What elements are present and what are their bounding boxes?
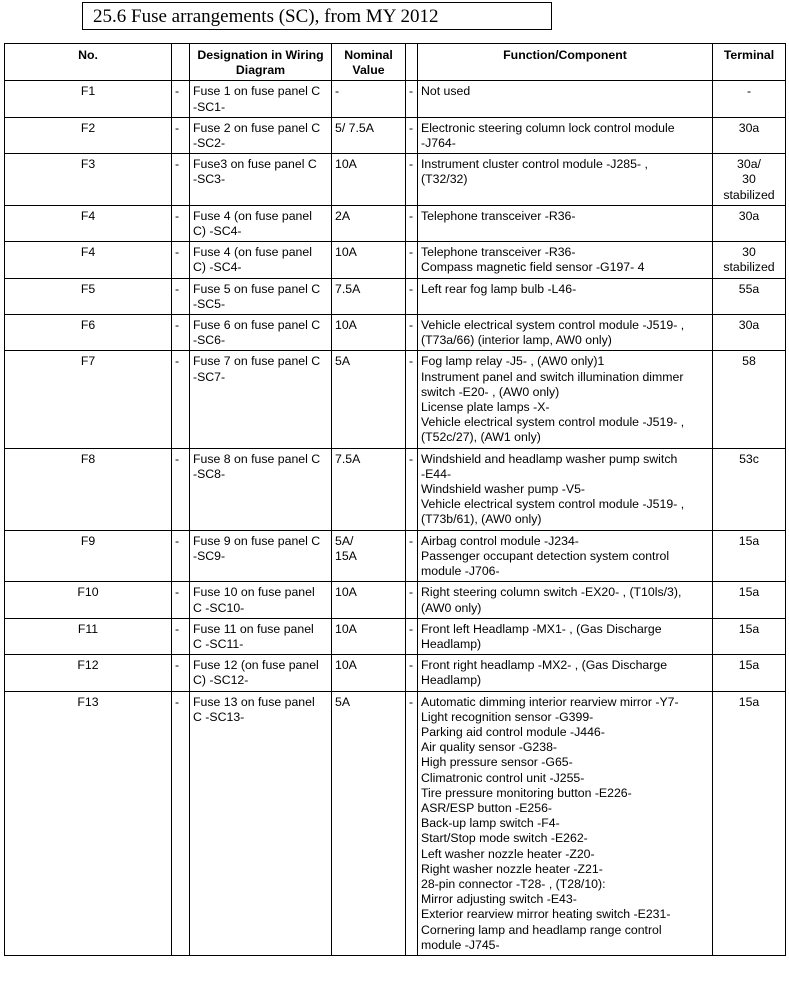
col-header-terminal: Terminal (713, 44, 786, 81)
designation-line: -SC2- (193, 136, 226, 151)
separator-dash: - (172, 315, 190, 351)
nominal-value-line: 15A (335, 548, 357, 563)
separator-dash: - (172, 582, 190, 618)
designation-line: -SC7- (193, 369, 226, 384)
separator-dash: - (406, 205, 418, 241)
col-header-nominal: Nominal Value (332, 44, 406, 81)
terminal-cell (713, 154, 786, 206)
nominal-value-line: 5/ 7.5A (335, 120, 374, 135)
fuse-number: F11 (5, 618, 172, 654)
function-line: Cornering lamp and headlamp range control (421, 922, 662, 937)
terminal-cell (713, 351, 786, 448)
fuse-number: F10 (5, 582, 172, 618)
function-line: module -J706- (421, 564, 500, 579)
designation-line: Fuse 5 on fuse panel C (193, 281, 321, 296)
function-line: Windshield washer pump -V5- (421, 482, 586, 497)
separator-dash: - (406, 242, 418, 278)
table-row (5, 655, 786, 691)
designation-line: Fuse 10 on fuse panel (193, 585, 315, 600)
function-line: Parking aid control module -J446- (421, 724, 605, 739)
separator-dash: - (172, 351, 190, 448)
table-row (5, 582, 786, 618)
separator-dash: - (406, 278, 418, 314)
designation-line: Fuse 13 on fuse panel (193, 694, 315, 709)
section-heading-box (82, 2, 552, 30)
fuse-number: F8 (5, 448, 172, 530)
fuse-number: F4 (5, 242, 172, 278)
function-line: Left washer nozzle heater -Z20- (421, 846, 595, 861)
nominal-value-line: 10A (335, 621, 357, 636)
function-line: Vehicle electrical system control module -J519- , (421, 318, 685, 333)
designation-line: Fuse 11 on fuse panel (193, 621, 314, 636)
terminal-cell (713, 582, 786, 618)
nominal-value-line: 10A (335, 585, 357, 600)
designation-line: -SC1- (193, 99, 226, 114)
function-line: Windshield and headlamp washer pump switch (421, 451, 678, 466)
fuse-number: F9 (5, 530, 172, 582)
function-cell (418, 530, 713, 582)
designation-line: C) -SC12- (193, 673, 249, 688)
nominal-value-cell (332, 242, 406, 278)
function-line: Exterior rearview mirror heating switch -E231- (421, 907, 671, 922)
function-line: -J764- (421, 136, 456, 151)
function-line: Headlamp) (421, 673, 482, 688)
fuse-number: F7 (5, 351, 172, 448)
fuse-number: F13 (5, 691, 172, 955)
terminal-line: 15a (738, 621, 760, 636)
nominal-value-cell (332, 154, 406, 206)
fuse-number: F5 (5, 278, 172, 314)
designation-line: -SC9- (193, 548, 226, 563)
designation-line: Fuse 12 (on fuse panel (193, 658, 319, 673)
designation-cell (190, 154, 332, 206)
nominal-value-cell (332, 351, 406, 448)
function-line: Vehicle electrical system control module -J519- , (421, 415, 685, 430)
terminal-cell (713, 618, 786, 654)
designation-cell (190, 81, 332, 117)
function-line: (T73a/66) (interior lamp, AW0 only) (421, 333, 612, 348)
terminal-line: 30a (738, 120, 760, 135)
function-line: License plate lamps -X- (421, 400, 550, 415)
function-cell (418, 205, 713, 241)
designation-cell (190, 655, 332, 691)
separator-dash: - (406, 691, 418, 955)
nominal-value-cell (332, 205, 406, 241)
function-line: Electronic steering column lock control module (421, 120, 675, 135)
nominal-value-line: 10A (335, 245, 357, 260)
designation-cell (190, 618, 332, 654)
separator-dash: - (172, 154, 190, 206)
function-cell (418, 618, 713, 654)
function-cell (418, 691, 713, 955)
terminal-cell (713, 81, 786, 117)
designation-cell (190, 117, 332, 153)
separator-dash: - (406, 117, 418, 153)
function-line: Light recognition sensor -G399- (421, 709, 594, 724)
nominal-value-line: 10A (335, 157, 357, 172)
designation-line: C) -SC4- (193, 260, 242, 275)
function-line: Back-up lamp switch -F4- (421, 816, 560, 831)
separator-dash: - (172, 530, 190, 582)
terminal-cell (713, 655, 786, 691)
terminal-line: stabilized (723, 260, 775, 275)
separator-dash: - (406, 582, 418, 618)
terminal-line: 30a/ (737, 157, 761, 172)
function-line: Mirror adjusting switch -E43- (421, 892, 577, 907)
nominal-value-cell (332, 655, 406, 691)
separator-dash: - (406, 530, 418, 582)
designation-line: Fuse 1 on fuse panel C (193, 84, 321, 99)
separator-dash: - (172, 242, 190, 278)
function-line: (T73b/61), (AW0 only) (421, 512, 542, 527)
table-row (5, 205, 786, 241)
designation-line: Fuse 9 on fuse panel C (193, 533, 321, 548)
terminal-line: 15a (738, 658, 760, 673)
function-cell (418, 117, 713, 153)
fuse-number: F2 (5, 117, 172, 153)
nominal-value-line: 7.5A (335, 451, 361, 466)
function-line: Tire pressure monitoring button -E226- (421, 785, 632, 800)
designation-cell (190, 582, 332, 618)
separator-dash: - (406, 448, 418, 530)
function-line: Instrument cluster control module -J285- , (421, 157, 648, 172)
terminal-line: 15a (738, 533, 760, 548)
designation-line: C -SC10- (193, 600, 245, 615)
nominal-value-cell (332, 278, 406, 314)
function-line: Start/Stop mode switch -E262- (421, 831, 588, 846)
designation-line: Fuse 8 on fuse panel C (193, 451, 321, 466)
designation-line: C -SC11- (193, 636, 244, 651)
designation-line: -SC6- (193, 333, 226, 348)
table-row (5, 242, 786, 278)
table-row (5, 278, 786, 314)
terminal-line: 15a (738, 585, 760, 600)
function-line: Passenger occupant detection system control (421, 548, 670, 563)
designation-line: C -SC13- (193, 709, 245, 724)
separator-dash: - (172, 117, 190, 153)
function-line: Right washer nozzle heater -Z21- (421, 861, 603, 876)
terminal-line: 55a (738, 281, 760, 296)
nominal-value-cell (332, 618, 406, 654)
separator-dash: - (172, 655, 190, 691)
function-line: Air quality sensor -G238- (421, 740, 558, 755)
header-row (5, 44, 786, 81)
terminal-line: 53c (739, 451, 759, 466)
separator-dash: - (172, 81, 190, 117)
designation-line: -SC5- (193, 296, 226, 311)
function-cell (418, 242, 713, 278)
table-row (5, 315, 786, 351)
function-line: Left rear fog lamp bulb -L46- (421, 281, 577, 296)
designation-cell (190, 205, 332, 241)
table-row (5, 618, 786, 654)
function-cell (418, 154, 713, 206)
separator-dash: - (172, 278, 190, 314)
col-header-no: No. (5, 44, 172, 81)
function-cell (418, 448, 713, 530)
designation-cell (190, 351, 332, 448)
col-header-spacer (406, 44, 418, 81)
designation-cell (190, 530, 332, 582)
terminal-line: 30 (742, 245, 756, 260)
function-cell (418, 278, 713, 314)
nominal-value-line: 10A (335, 318, 357, 333)
terminal-cell (713, 691, 786, 955)
function-line: (AW0 only) (421, 600, 482, 615)
function-line: Telephone transceiver -R36- (421, 245, 576, 260)
col-header-spacer (172, 44, 190, 81)
function-line: Not used (421, 84, 471, 99)
nominal-value-cell (332, 530, 406, 582)
table-row (5, 81, 786, 117)
function-line: Airbag control module -J234- (421, 533, 579, 548)
terminal-cell (713, 242, 786, 278)
col-header-designation: Designation in Wiring Diagram (190, 44, 332, 81)
fuse-table (4, 43, 786, 956)
function-line: Telephone transceiver -R36- (421, 208, 576, 223)
terminal-line: 15a (738, 694, 760, 709)
function-line: -E44- (421, 466, 452, 481)
nominal-value-cell (332, 691, 406, 955)
terminal-cell (713, 448, 786, 530)
terminal-line: - (746, 84, 752, 99)
function-line: (T32/32) (421, 172, 468, 187)
terminal-line: 30 (742, 172, 756, 187)
function-line: Right steering column switch -EX20- , (T10ls/3), (421, 585, 682, 600)
terminal-cell (713, 530, 786, 582)
terminal-cell (713, 278, 786, 314)
table-row (5, 691, 786, 955)
nominal-value-line: 5A (335, 354, 351, 369)
separator-dash: - (172, 691, 190, 955)
separator-dash: - (172, 618, 190, 654)
function-cell (418, 351, 713, 448)
fuse-number: F4 (5, 205, 172, 241)
nominal-value-line: 7.5A (335, 281, 361, 296)
function-line: Fog lamp relay -J5- , (AW0 only)1 (421, 354, 605, 369)
nominal-value-line: - (335, 84, 340, 99)
separator-dash: - (406, 315, 418, 351)
section-heading: 25.6 Fuse arrangements (SC), from MY 2012 (93, 6, 439, 27)
designation-line: Fuse3 on fuse panel C (193, 157, 317, 172)
fuse-number: F6 (5, 315, 172, 351)
function-line: Vehicle electrical system control module -J519- , (421, 497, 685, 512)
function-line: Front left Headlamp -MX1- , (Gas Discharge (421, 621, 662, 636)
table-row (5, 154, 786, 206)
function-cell (418, 582, 713, 618)
designation-line: Fuse 4 (on fuse panel (193, 245, 312, 260)
fuse-number: F3 (5, 154, 172, 206)
table-row (5, 351, 786, 448)
terminal-line: 30a (738, 318, 760, 333)
function-line: Compass magnetic field sensor -G197- 4 (421, 260, 645, 275)
fuse-number: F12 (5, 655, 172, 691)
nominal-value-cell (332, 117, 406, 153)
separator-dash: - (172, 205, 190, 241)
terminal-cell (713, 205, 786, 241)
function-cell (418, 315, 713, 351)
terminal-line: stabilized (723, 187, 775, 202)
function-line: Front right headlamp -MX2- , (Gas Discharge (421, 658, 668, 673)
designation-cell (190, 242, 332, 278)
table-row (5, 530, 786, 582)
nominal-value-line: 10A (335, 658, 357, 673)
separator-dash: - (406, 154, 418, 206)
function-line: switch -E20- , (AW0 only) (421, 384, 560, 399)
separator-dash: - (406, 618, 418, 654)
terminal-line: 30a (738, 208, 760, 223)
terminal-line: 58 (742, 354, 756, 369)
designation-line: Fuse 2 on fuse panel C (193, 120, 321, 135)
function-line: Climatronic control unit -J255- (421, 770, 585, 785)
nominal-value-line: 2A (335, 208, 351, 223)
function-cell (418, 655, 713, 691)
designation-cell (190, 691, 332, 955)
designation-line: Fuse 4 (on fuse panel (193, 208, 312, 223)
function-cell (418, 81, 713, 117)
nominal-value-cell (332, 315, 406, 351)
designation-line: C) -SC4- (193, 224, 242, 239)
nominal-value-line: 5A/ (335, 533, 354, 548)
terminal-cell (713, 315, 786, 351)
function-line: High pressure sensor -G65- (421, 755, 573, 770)
nominal-value-cell (332, 448, 406, 530)
function-line: (T52c/27), (AW1 only) (421, 430, 541, 445)
function-line: Automatic dimming interior rearview mirror -Y7- (421, 694, 679, 709)
table-row (5, 448, 786, 530)
separator-dash: - (406, 655, 418, 691)
designation-line: -SC8- (193, 466, 226, 481)
separator-dash: - (172, 448, 190, 530)
function-line: 28-pin connector -T28- , (T28/10): (421, 876, 606, 891)
function-line: Instrument panel and switch illumination dimmer (421, 369, 684, 384)
nominal-value-line: 5A (335, 694, 351, 709)
designation-line: Fuse 6 on fuse panel C (193, 318, 321, 333)
fuse-number: F1 (5, 81, 172, 117)
designation-cell (190, 448, 332, 530)
table-row (5, 117, 786, 153)
function-line: ASR/ESP button -E256- (421, 800, 553, 815)
nominal-value-cell (332, 582, 406, 618)
col-header-function: Function/Component (418, 44, 713, 81)
separator-dash: - (406, 351, 418, 448)
designation-line: -SC3- (193, 172, 226, 187)
designation-cell (190, 278, 332, 314)
function-line: Headlamp) (421, 636, 482, 651)
separator-dash: - (406, 81, 418, 117)
function-line: module -J745- (421, 937, 500, 952)
designation-cell (190, 315, 332, 351)
terminal-cell (713, 117, 786, 153)
designation-line: Fuse 7 on fuse panel C (193, 354, 321, 369)
nominal-value-cell (332, 81, 406, 117)
